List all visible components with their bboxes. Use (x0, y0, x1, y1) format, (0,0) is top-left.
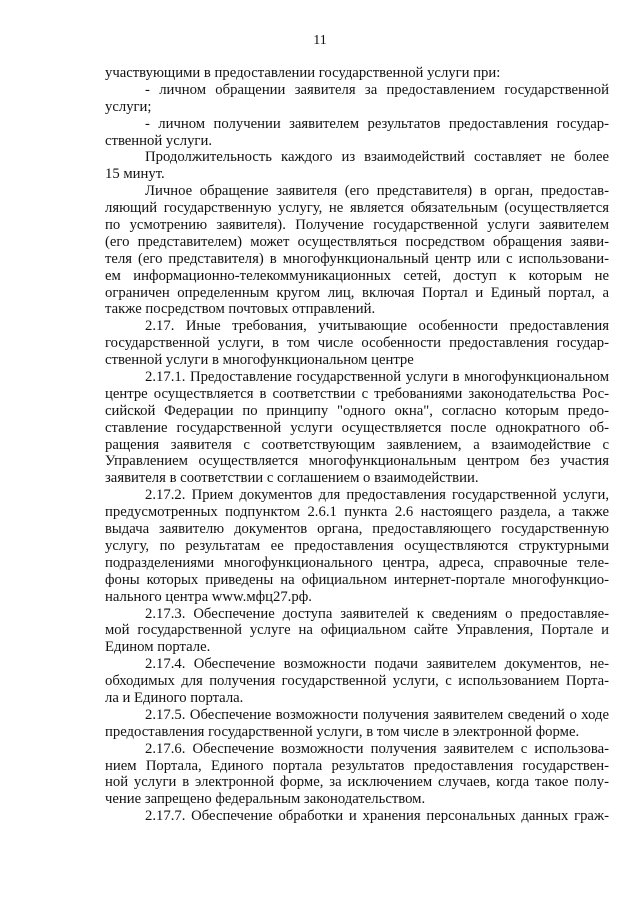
text-line: ственной услуги в многофункциональном центре (105, 352, 414, 369)
text-line: государственной услуги, в том числе особенности предоставления госудаp- (105, 335, 609, 352)
text-line: Едином портале. (105, 639, 211, 656)
text-line: ственной услуги. (105, 132, 212, 149)
text-line: - личном получении заявителем результатов предоставления госудаp- (145, 115, 609, 132)
text-line: теля (его представителя) в многофункциональный центр или с использовани- (105, 250, 609, 267)
text-line: сийской Федерации по принципу "одного окна", согласно которым предо- (105, 402, 609, 419)
text-line: ла и Единого портала. (105, 689, 244, 706)
text-line: ем информационно-телекоммуникационных сетей, доступ к которым не (105, 267, 609, 284)
text-line: мой государственной услуге на официальном сайте Управления, Портале и (105, 622, 609, 639)
document-body (105, 65, 609, 825)
text-line: 2.17. Иные требования, учитывающие особенности предоставления (145, 318, 609, 335)
text-line: также посредством почтовых отправлений. (105, 301, 376, 318)
text-line: центре осуществляется в соответствии с требованиями законодательства Рос- (105, 385, 609, 402)
text-line: нием Портала, Единого портала результатов предоставления государствен- (105, 757, 609, 774)
text-line: 2.17.4. Обеспечение возможности подачи заявителем документов, не- (145, 656, 609, 673)
text-line: участвующими в предоставлении государственной услуги при: (105, 65, 501, 81)
text-line: 2.17.6. Обеспечение возможности получения заявителем с использова- (145, 740, 609, 757)
text-line: подразделениями многофункционального центра, адреса, справочные теле- (105, 554, 609, 571)
text-line: ограничен определенным кругом лиц, включая Портал и Единый портал, а (105, 284, 609, 301)
text-line: ляющий государственную услугу, не является обязательным (осуществляется (105, 200, 609, 217)
text-line: нального центра www.мфц27.рф. (105, 588, 312, 605)
text-line: ной услуги в электронной форме, за исключением случаев, когда такое полу- (105, 774, 609, 791)
text-line: 2.17.2. Прием документов для предоставления государственной услуги, (145, 487, 609, 504)
text-line: услуги; (105, 98, 152, 115)
text-line: Личное обращение заявителя (его представителя) в орган, предостав- (145, 183, 609, 200)
text-line: обходимых для получения государственной услуги, с использованием Порта- (105, 673, 609, 690)
text-line: услугу, по результатам ее предоставления осуществляются структурными (105, 537, 609, 554)
text-line: ращения заявителя с соответствующим заявлением, а взаимодействие с (105, 436, 609, 453)
text-line: предусмотренных подпунктом 2.6.1 пункта 2.6 настоящего раздела, а также (105, 504, 609, 521)
text-line: 2.17.7. Обеспечение обработки и хранения персональных данных граж- (145, 808, 609, 825)
text-line: чение запрещено федеральным законодательством. (105, 791, 426, 808)
text-line: по усмотрению заявителя). Получение государственной услуги заявителем (105, 217, 609, 234)
text-line: предоставления государственной услуги, в том числе в электронной форме. (105, 723, 580, 740)
text-line: - личном обращении заявителя за предоставлением государственной (145, 81, 609, 98)
text-line: 15 минут. (105, 166, 165, 183)
text-line: выдача заявителю документов органа, предоставляющего государственную (105, 521, 609, 538)
text-line: Управлением осуществляется многофункциональным центром без участия (105, 453, 609, 470)
text-line: заявителя в соответствии с соглашением о взаимодействии. (105, 470, 479, 487)
text-line: Продолжительность каждого из взаимодействий составляет не более (145, 149, 609, 166)
text-line: (его представителем) может осуществляться посредством обращения заяви- (105, 233, 609, 250)
text-line: 2.17.5. Обеспечение возможности получения заявителем сведений о ходе (145, 706, 609, 723)
text-line: 2.17.1. Предоставление государственной услуги в многофункциональном (145, 369, 609, 386)
page-number: 11 (313, 33, 327, 48)
text-line: фоны которых приведены на официальном интернет-портале многофункцио- (105, 571, 609, 588)
text-line: ставление государственной услуги осуществляется после однократного об- (105, 419, 609, 436)
text-line: 2.17.3. Обеспечение доступа заявителей к сведениям о предоставляе- (145, 605, 609, 622)
